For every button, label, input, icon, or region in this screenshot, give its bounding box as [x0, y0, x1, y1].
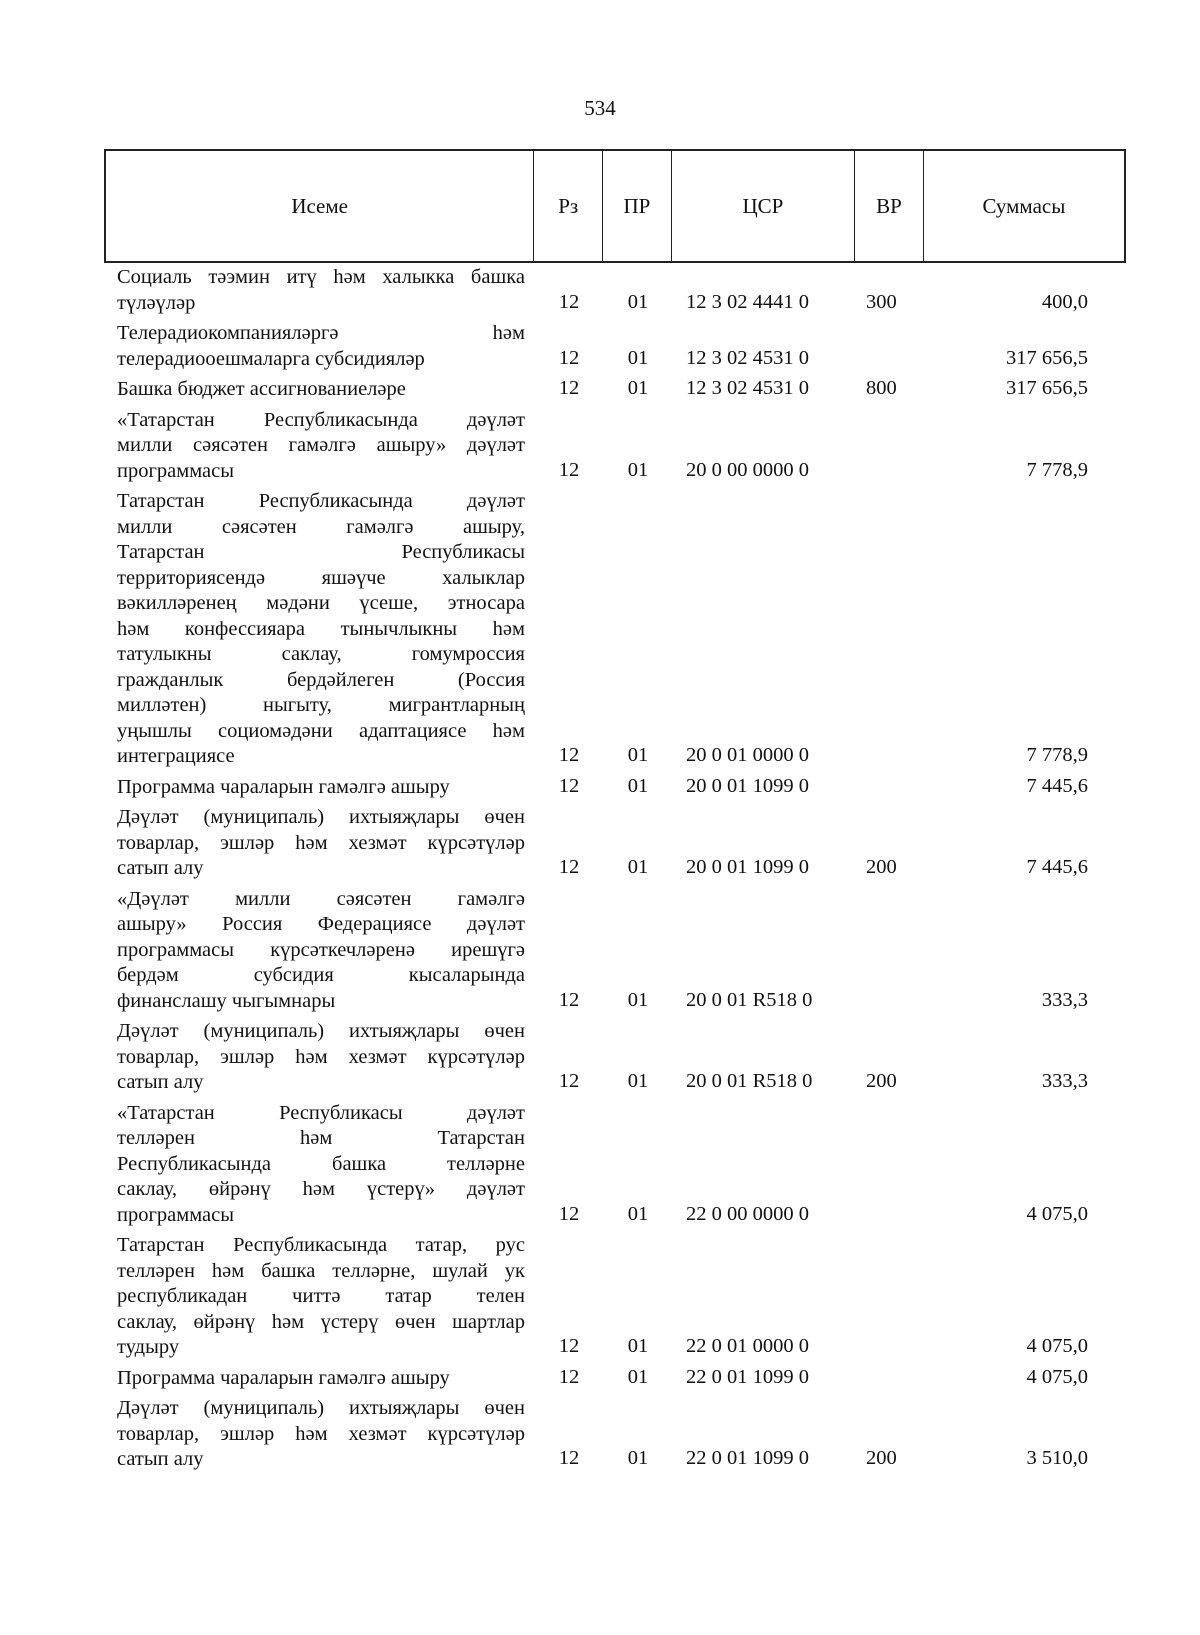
- row-csr: 12 3 02 4531 0: [686, 377, 809, 399]
- row-name-line: ашыру» Россия Федерациясе дәүләт: [117, 913, 525, 935]
- row-sum: 4 075,0: [1026, 1335, 1088, 1357]
- row-csr: 20 0 01 0000 0: [686, 744, 809, 766]
- row-name-line: тудыру: [117, 1336, 180, 1358]
- row-pr: 01: [627, 1070, 649, 1092]
- row-name-line: интеграциясе: [117, 745, 235, 767]
- row-name-line: республикадан читтә татар телен: [117, 1285, 525, 1307]
- row-name: [117, 1394, 525, 1476]
- row-sum: 317 656,5: [1006, 377, 1088, 399]
- row-name-line: Программа чараларын гамәлгә ашыру: [117, 775, 450, 798]
- row-pr: 01: [627, 774, 649, 797]
- row-name: [117, 487, 525, 773]
- column-header-csr: ЦСР: [672, 151, 855, 261]
- row-name: [117, 1364, 525, 1395]
- row-csr: 20 0 01 1099 0: [686, 856, 809, 878]
- row-rz: 12: [558, 988, 580, 1011]
- row-name: [117, 1099, 525, 1232]
- row-sum: 3 510,0: [1026, 1447, 1088, 1469]
- row-name-line: бердәм субсидия кысаларында: [117, 964, 525, 986]
- row-pr: 01: [627, 1447, 649, 1469]
- table-row: [0, 406, 1200, 488]
- row-vr: 200: [866, 1447, 897, 1469]
- row-name-line: милли сәясәтен гамәлгә ашыру,: [117, 515, 525, 538]
- row-rz: 12: [558, 744, 580, 766]
- row-pr: 01: [627, 458, 649, 481]
- row-sum: 4 075,0: [1026, 1202, 1088, 1225]
- row-sum: 400,0: [1041, 290, 1088, 313]
- table-row: [0, 263, 1200, 319]
- row-name-line: «Татарстан Республикасында дәүләт: [117, 408, 525, 431]
- row-csr: 12 3 02 4531 0: [686, 346, 809, 369]
- row-name-line: Дәүләт (муниципаль) ихтыяҗлары өчен: [117, 1397, 525, 1419]
- row-name-line: милләтен) ныгыту, мигрантларның: [117, 694, 525, 716]
- table-row: [0, 487, 1200, 773]
- row-name-line: Дәүләт (муниципаль) ихтыяҗлары өчен: [117, 806, 525, 828]
- row-name-line: Программа чараларын гамәлгә ашыру: [117, 1366, 450, 1389]
- page-number: 534: [584, 96, 616, 120]
- row-name: [117, 773, 525, 804]
- table-header: [104, 149, 1126, 263]
- row-name-line: Социаль тәэмин итү һәм халыкка башка: [117, 266, 525, 288]
- table-row: [0, 773, 1200, 804]
- row-name: [117, 375, 525, 406]
- row-name-line: товарлар, эшләр һәм хезмәт күрсәтүләр: [117, 1045, 525, 1068]
- row-name: [117, 885, 525, 1018]
- table-row: [0, 885, 1200, 1018]
- row-sum: 7 778,9: [1026, 744, 1088, 766]
- row-csr: 20 0 01 1099 0: [686, 774, 809, 797]
- column-header-name: Исеме: [106, 151, 534, 261]
- row-vr: 200: [866, 856, 897, 878]
- row-name-line: Телерадиокомпанияләргә һәм: [117, 322, 525, 344]
- row-name: [117, 406, 525, 488]
- row-name-line: телерадиооешмаларга субсидияләр: [117, 347, 425, 370]
- table-row: [0, 1364, 1200, 1395]
- row-name-line: сатып алу: [117, 1448, 204, 1470]
- row-rz: 12: [558, 1202, 580, 1225]
- row-csr: 22 0 01 1099 0: [686, 1447, 809, 1469]
- row-sum: 333,3: [1041, 988, 1088, 1011]
- table-row: [0, 1099, 1200, 1232]
- table-row: [0, 1394, 1200, 1476]
- row-name: [117, 803, 525, 885]
- row-name-line: «Татарстан Республикасы дәүләт: [117, 1101, 525, 1124]
- row-pr: 01: [627, 988, 649, 1011]
- row-rz: 12: [558, 290, 580, 313]
- row-csr: 12 3 02 4441 0: [686, 290, 809, 313]
- row-name: [117, 263, 525, 319]
- row-rz: 12: [558, 1447, 580, 1469]
- row-vr: 800: [866, 377, 897, 399]
- row-name-line: Дәүләт (муниципаль) ихтыяҗлары өчен: [117, 1020, 525, 1042]
- table-row: [0, 1231, 1200, 1364]
- row-name-line: уңышлы социомәдәни адаптациясе һәм: [117, 719, 525, 742]
- column-header-rz: Рз: [534, 151, 603, 261]
- row-name-line: товарлар, эшләр һәм хезмәт күрсәтүләр: [117, 831, 525, 854]
- row-rz: 12: [558, 856, 580, 878]
- row-pr: 01: [627, 856, 649, 878]
- table-row: [0, 803, 1200, 885]
- row-rz: 12: [558, 458, 580, 481]
- row-name-line: территориясендә яшәүче халыклар: [117, 566, 525, 589]
- row-name-line: сатып алу: [117, 1071, 204, 1093]
- row-name-line: вәкилләренең мәдәни үсеше, этносара: [117, 592, 525, 614]
- row-name-line: Татарстан Республикасында татар, рус: [117, 1234, 525, 1256]
- row-csr: 20 0 00 0000 0: [686, 458, 809, 481]
- row-pr: 01: [627, 1202, 649, 1225]
- row-name-line: программасы: [117, 1203, 235, 1226]
- row-name-line: саклау, өйрәнү һәм үстерү» дәүләт: [117, 1178, 525, 1200]
- row-name-line: һәм конфессияара тынычлыкны һәм: [117, 617, 525, 640]
- row-name-line: телләрен һәм Татарстан: [117, 1127, 525, 1149]
- row-sum: 7 445,6: [1026, 856, 1088, 878]
- row-name: [117, 1017, 525, 1099]
- row-vr: 200: [866, 1070, 897, 1092]
- row-sum: 7 445,6: [1026, 774, 1088, 797]
- row-name-line: татулыкны саклау, гомумроссия: [117, 643, 525, 665]
- row-name-line: гражданлык бердәйлеген (Россия: [117, 668, 525, 691]
- row-name-line: милли сәясәтен гамәлгә ашыру» дәүләт: [117, 434, 525, 456]
- table-row: [0, 1017, 1200, 1099]
- row-name-line: Татарстан Республикасы: [117, 541, 525, 563]
- row-pr: 01: [627, 1365, 649, 1388]
- column-header-pr: ПР: [603, 151, 672, 261]
- row-rz: 12: [558, 1335, 580, 1357]
- table-row: [0, 319, 1200, 375]
- row-csr: 22 0 00 0000 0: [686, 1202, 809, 1225]
- row-name-line: товарлар, эшләр һәм хезмәт күрсәтүләр: [117, 1422, 525, 1445]
- row-name-line: Татарстан Республикасында дәүләт: [117, 490, 525, 512]
- row-csr: 20 0 01 R518 0: [686, 988, 813, 1011]
- row-name-line: саклау, өйрәнү һәм үстерү өчен шартлар: [117, 1310, 525, 1333]
- row-name-line: «Дәүләт милли сәясәтен гамәлгә: [117, 887, 525, 910]
- row-name-line: Башка бюджет ассигнованиеләре: [117, 378, 406, 400]
- row-csr: 22 0 01 1099 0: [686, 1365, 809, 1388]
- row-rz: 12: [558, 377, 580, 399]
- row-rz: 12: [558, 774, 580, 797]
- row-csr: 22 0 01 0000 0: [686, 1335, 809, 1357]
- row-sum: 7 778,9: [1026, 458, 1088, 481]
- table-body: [0, 263, 1200, 1476]
- row-pr: 01: [627, 377, 649, 399]
- row-rz: 12: [558, 346, 580, 369]
- row-name-line: финанслашу чыгымнары: [117, 989, 336, 1012]
- row-pr: 01: [627, 1335, 649, 1357]
- row-name-line: программасы: [117, 459, 235, 482]
- row-name-line: түләүләр: [117, 291, 196, 314]
- row-name: [117, 1231, 525, 1364]
- column-header-sum: Суммасы: [982, 193, 1066, 218]
- row-name-line: программасы күрсәткечләренә ирешүгә: [117, 938, 525, 961]
- row-name: [117, 319, 525, 375]
- row-sum: 4 075,0: [1026, 1365, 1088, 1388]
- row-name-line: Республикасында башка телләрне: [117, 1152, 525, 1175]
- row-pr: 01: [627, 744, 649, 766]
- row-name-line: сатып алу: [117, 857, 204, 879]
- row-name-line: телләрен һәм башка телләрне, шулай ук: [117, 1259, 525, 1282]
- row-pr: 01: [627, 290, 649, 313]
- row-pr: 01: [627, 346, 649, 369]
- row-sum: 333,3: [1041, 1070, 1088, 1092]
- row-csr: 20 0 01 R518 0: [686, 1070, 813, 1092]
- row-sum: 317 656,5: [1006, 346, 1088, 369]
- column-header-vr: ВР: [855, 151, 924, 261]
- row-rz: 12: [558, 1365, 580, 1388]
- row-rz: 12: [558, 1070, 580, 1092]
- table-row: [0, 375, 1200, 406]
- row-vr: 300: [866, 290, 897, 313]
